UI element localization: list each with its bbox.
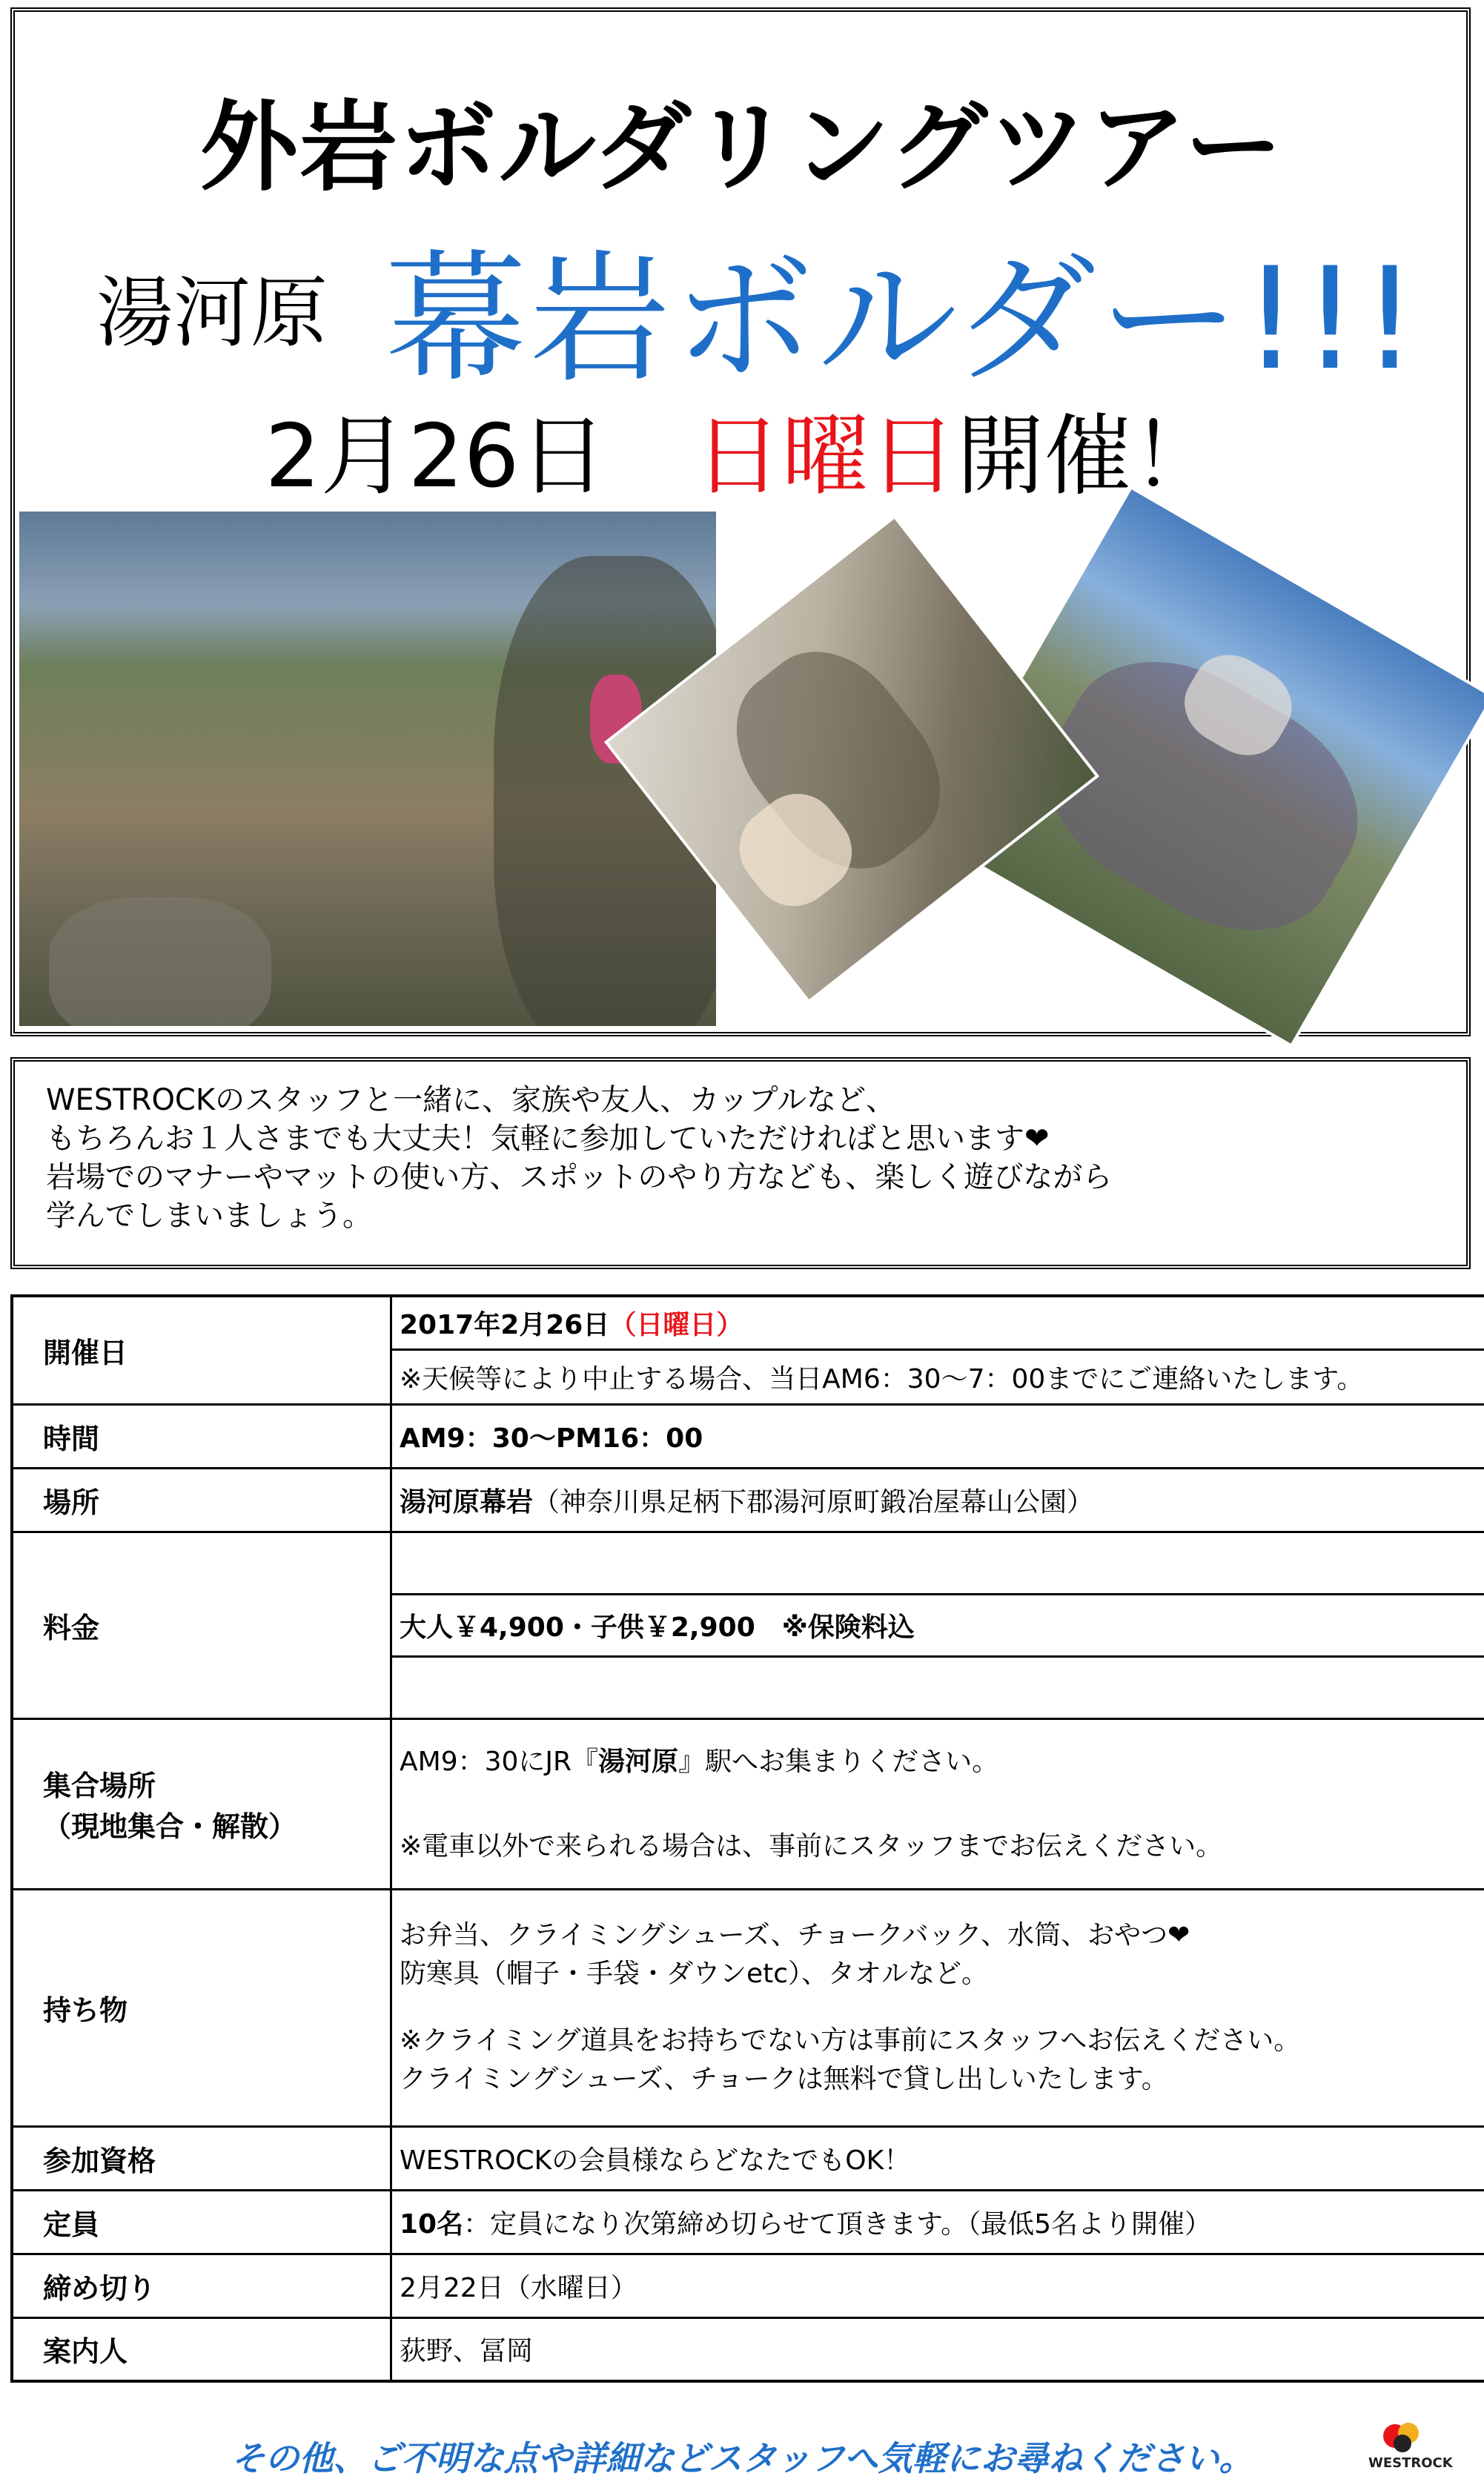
table-row-date [12, 1296, 1484, 1349]
tour-place: 湯河原 [96, 268, 328, 358]
meeting-text: 』駅へお集まりください。 [678, 1747, 999, 1778]
table-row-items [12, 1889, 1484, 2126]
row-label: 持ち物 [12, 1889, 391, 2126]
tour-spot-name: 幕岩ボルダー!!! [385, 237, 1421, 401]
items-line: 防寒具（帽子・手袋・ダウンetc）、タオルなど。 [400, 1959, 989, 1989]
place-address: （神奈川県足柄下郡湯河原町鍛冶屋幕山公園） [533, 1486, 1094, 1518]
row-value: AM9：30〜PM16：00 [391, 1404, 1484, 1468]
logo-mark-icon [1368, 2417, 1435, 2455]
capacity-count: 10名 [400, 2208, 464, 2240]
table-row-guide [12, 2317, 1484, 2381]
day-value: （日曜日） [609, 1309, 743, 1340]
table-row-eligibility [12, 2126, 1484, 2190]
row-value [391, 1889, 1484, 2126]
items-line: ※クライミング道具をお持ちでない方は事前にスタッフへお伝えください。 [400, 2025, 1301, 2056]
row-label: 開催日 [12, 1296, 391, 1404]
footer-contact-note: その他、ご不明な点や詳細などスタッフへ気軽にお尋ねください。 [231, 2438, 1253, 2478]
table-row-meeting [12, 1718, 1484, 1800]
row-label: 場所 [12, 1468, 391, 1532]
event-date-suffix: 開催！ [956, 405, 1219, 507]
table-row-capacity [12, 2190, 1484, 2254]
row-value: 2月22日（水曜日） [391, 2254, 1484, 2317]
capacity-note: ：定員になり次第締め切らせて頂きます。（最低5名より開催） [463, 2208, 1212, 2240]
row-value: ※電車以外で来られる場合は、事前にスタッフまでお伝えください。 [391, 1800, 1484, 1889]
row-value [391, 2190, 1484, 2254]
tour-title: 外岩ボルダリングツアー [199, 90, 1285, 205]
intro-line: 岩場でのマナーやマットの使い方、スポットのやり方なども、楽しく遊びながら [46, 1160, 1113, 1194]
intro-line: もちろんお１人さまでも大丈夫！気軽に参加していただければと思います❤ [46, 1122, 1050, 1156]
row-value-empty [391, 1532, 1484, 1594]
row-value: 荻野、冨岡 [391, 2317, 1484, 2381]
row-label-line: 集合場所 [43, 1770, 156, 1802]
row-value: 大人￥4,900・子供￥2,900 ※保険料込 [391, 1594, 1484, 1656]
row-value [391, 1296, 1484, 1349]
row-label-line: （現地集合・解散） [43, 1810, 297, 1843]
tour-subtitle [96, 206, 1431, 401]
row-label: 時間 [12, 1404, 391, 1468]
table-row-deadline [12, 2254, 1484, 2317]
row-value [391, 1468, 1484, 1532]
row-label: 参加資格 [12, 2126, 391, 2190]
row-value: WESTROCKの会員様ならどなたでもOK！ [391, 2126, 1484, 2190]
event-date: 2月26日 [265, 405, 695, 507]
row-label: 定員 [12, 2190, 391, 2254]
row-label: 料金 [12, 1532, 391, 1718]
meeting-text: AM9：30にJR『 [400, 1747, 599, 1778]
westrock-logo [1368, 2417, 1453, 2476]
row-value [391, 1718, 1484, 1800]
intro-line: 学んでしまいましょう。 [46, 1199, 372, 1233]
table-row-fee-blank [12, 1532, 1484, 1594]
intro-line: WESTROCKのスタッフと一緒に、家族や友人、カップルなど、 [46, 1083, 896, 1117]
row-label: 締め切り [12, 2254, 391, 2317]
event-date-headline [0, 385, 1484, 512]
row-value-empty [391, 1656, 1484, 1718]
row-label: 案内人 [12, 2317, 391, 2381]
table-row-time [12, 1404, 1484, 1468]
row-value: ※天候等により中止する場合、当日AM6：30〜7：00までにご連絡いたします。 [391, 1349, 1484, 1404]
intro-text [46, 1081, 1112, 1235]
event-day: 日曜日 [694, 405, 957, 507]
place-name: 湯河原幕岩 [400, 1486, 534, 1518]
items-line: お弁当、クライミングシューズ、チョークバック、水筒、おやつ❤ [400, 1920, 1190, 1950]
items-line: クライミングシューズ、チョークは無料で貸し出しいたします。 [400, 2064, 1168, 2094]
logo-text: WESTROCK [1368, 2455, 1453, 2471]
meeting-station: 湯河原 [598, 1747, 679, 1778]
climbing-photo-1 [19, 512, 716, 1026]
row-label [12, 1718, 391, 1889]
event-info-table [10, 1294, 1484, 2383]
date-value: 2017年2月26日 [400, 1309, 610, 1340]
table-row-place [12, 1468, 1484, 1532]
